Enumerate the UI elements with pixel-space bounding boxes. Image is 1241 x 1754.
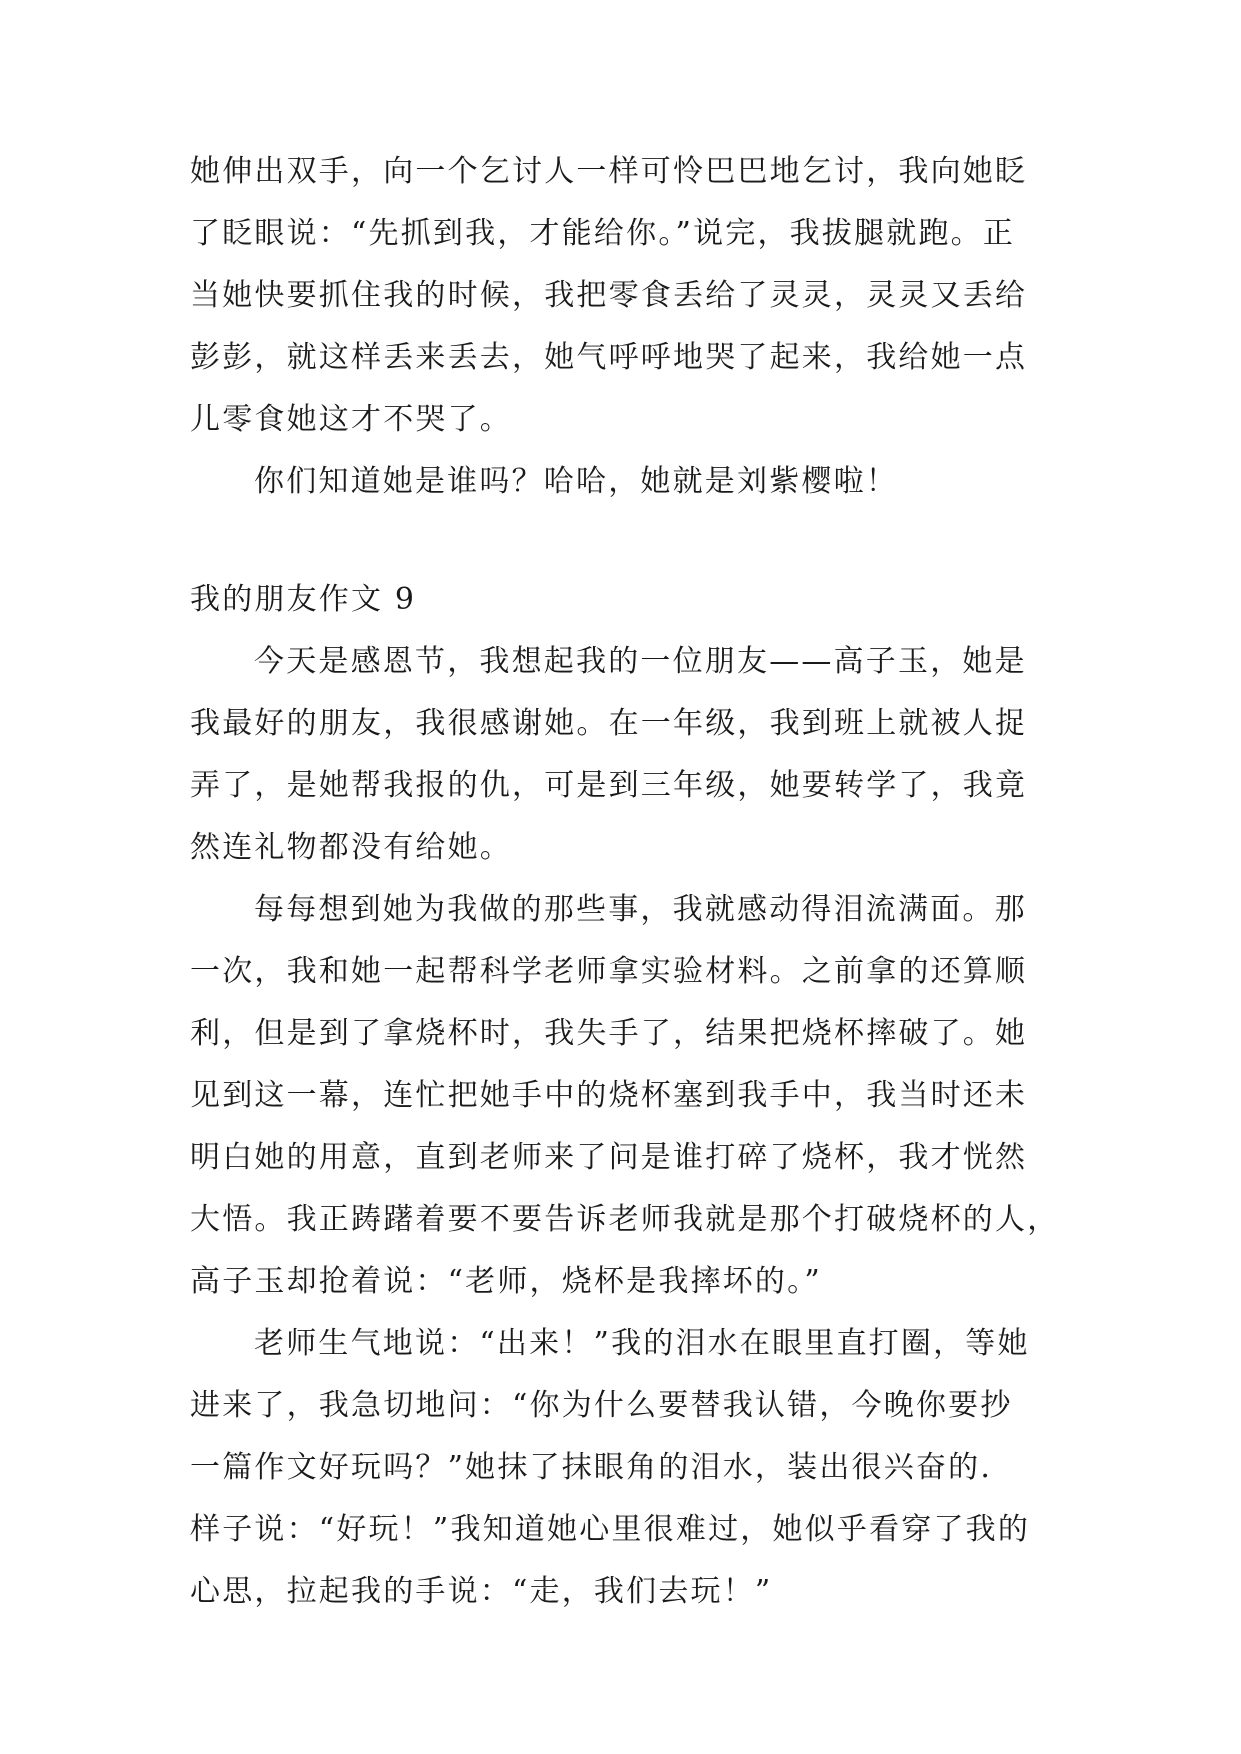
paragraph-line: 你们知道她是谁吗？哈哈，她就是刘紫樱啦！: [254, 464, 898, 499]
paragraph-line: 高子玉却抢着说：“老师，烧杯是我摔坏的。”: [190, 1264, 822, 1299]
paragraph-line: 然连礼物都没有给她。: [190, 830, 512, 865]
paragraph-line: 利，但是到了拿烧杯时，我失手了，结果把烧杯摔破了。她: [190, 1016, 1028, 1051]
paragraph-line: 大悟。我正踌躇着要不要告诉老师我就是那个打破烧杯的人，: [190, 1202, 1060, 1237]
paragraph-line: 一篇作文好玩吗？”她抹了抹眼角的泪水，装出很兴奋的.: [190, 1450, 993, 1485]
paragraph-line: 我最好的朋友，我很感谢她。在一年级，我到班上就被人捉: [190, 706, 1028, 741]
paragraph-line: 儿零食她这才不哭了。: [190, 402, 512, 437]
paragraph-line: 老师生气地说：“出来！”我的泪水在眼里直打圈，等她: [254, 1326, 1030, 1361]
paragraph-line: 每每想到她为我做的那些事，我就感动得泪流满面。那: [254, 892, 1027, 927]
paragraph-line: 见到这一幕，连忙把她手中的烧杯塞到我手中，我当时还未: [190, 1078, 1028, 1113]
paragraph-line: 今天是感恩节，我想起我的一位朋友——高子玉，她是: [254, 644, 1027, 679]
paragraph-line: 彭彭，就这样丢来丢去，她气呼呼地哭了起来，我给她一点: [190, 340, 1028, 375]
paragraph-line: 了眨眼说：“先抓到我，才能给你。”说完，我拔腿就跑。正: [190, 216, 1016, 251]
paragraph-line: 明白她的用意，直到老师来了问是谁打碎了烧杯，我才恍然: [190, 1140, 1028, 1175]
paragraph-line: 一次，我和她一起帮科学老师拿实验材料。之前拿的还算顺: [190, 954, 1028, 989]
paragraph-line: 她伸出双手，向一个乞讨人一样可怜巴巴地乞讨，我向她眨: [190, 154, 1028, 189]
paragraph-line: 样子说：“好玩！”我知道她心里很难过，她似乎看穿了我的: [190, 1512, 1031, 1547]
section-title: 我的朋友作文 9: [190, 582, 417, 617]
paragraph-line: 进来了，我急切地问：“你为什么要替我认错，今晚你要抄: [190, 1388, 1013, 1423]
paragraph-line: 心思，拉起我的手说：“走，我们去玩！”: [190, 1574, 773, 1609]
paragraph-line: 弄了，是她帮我报的仇，可是到三年级，她要转学了，我竟: [190, 768, 1028, 803]
paragraph-line: 当她快要抓住我的时候，我把零食丢给了灵灵，灵灵又丢给: [190, 278, 1028, 313]
